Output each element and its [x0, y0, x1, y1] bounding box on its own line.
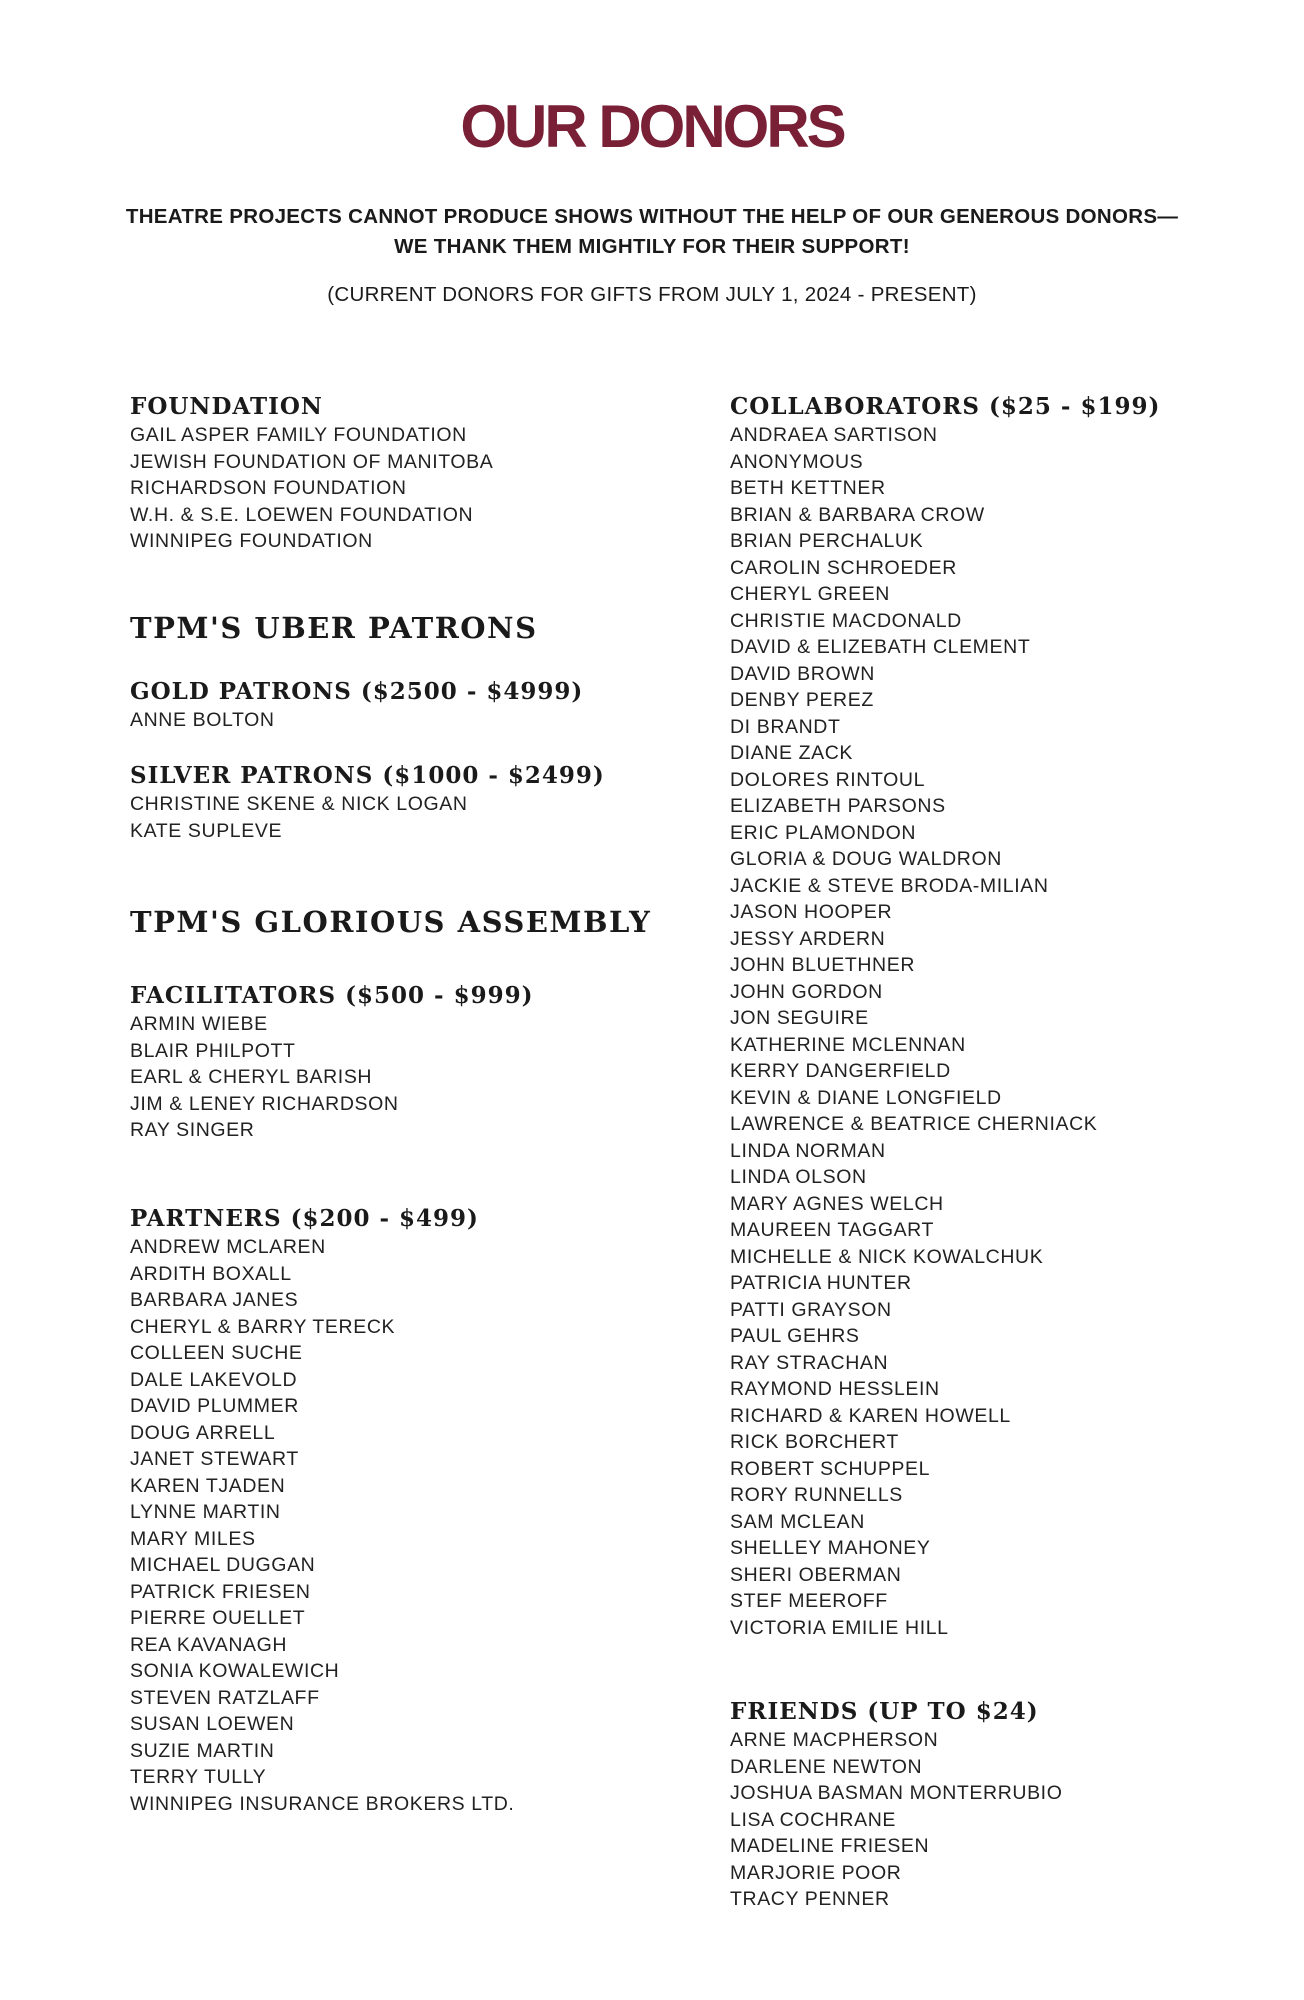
- donor-name: BRIAN PERCHALUK: [730, 530, 924, 552]
- page-title: OUR DONORS: [460, 93, 844, 160]
- donor-name: BRIAN & BARBARA CROW: [730, 503, 985, 526]
- donor-name: ERIC PLAMONDON: [730, 821, 917, 844]
- donor-name: PAUL GEHRS: [730, 1325, 860, 1347]
- donor-name: LYNNE MARTIN: [130, 1501, 281, 1523]
- donor-name: ANDREW MCLAREN: [130, 1236, 326, 1258]
- donor-name: MARY AGNES WELCH: [730, 1192, 944, 1215]
- donor-name: ANONYMOUS: [730, 450, 864, 473]
- donor-name: LINDA OLSON: [730, 1166, 867, 1188]
- donor-name: DENBY PEREZ: [730, 689, 874, 711]
- donor-name: MARY MILES: [130, 1527, 256, 1550]
- donor-name: ARDITH BOXALL: [130, 1262, 292, 1285]
- facilitators-section: [130, 981, 534, 1144]
- donor-name: GLORIA & DOUG WALDRON: [730, 848, 1002, 870]
- donor-name: SUZIE MARTIN: [130, 1739, 275, 1762]
- donor-name: STEVEN RATZLAFF: [130, 1686, 320, 1709]
- foundation-heading: FOUNDATION: [130, 393, 323, 420]
- donor-name: PATRICIA HUNTER: [730, 1272, 912, 1294]
- donor-name: PATRICK FRIESEN: [130, 1580, 311, 1603]
- donor-name: MARJORIE POOR: [730, 1861, 902, 1884]
- donor-name: JASON HOOPER: [730, 901, 893, 923]
- donor-name: ELIZABETH PARSONS: [730, 795, 946, 817]
- donor-name: DAVID BROWN: [730, 662, 875, 685]
- collaborators-list: [730, 422, 1160, 1641]
- donor-name: MICHELLE & NICK KOWALCHUK: [730, 1245, 1044, 1268]
- donor-name: CHRISTIE MACDONALD: [730, 609, 962, 632]
- donor-name: SAM MCLEAN: [730, 1510, 865, 1533]
- donor-name: BARBARA JANES: [130, 1289, 299, 1311]
- donor-name: MAUREEN TAGGART: [730, 1219, 935, 1241]
- friends-heading: FRIENDS (UP TO $24): [730, 1698, 1039, 1725]
- donor-name: CHERYL GREEN: [730, 583, 890, 605]
- donor-name: JACKIE & STEVE BRODA-MILIAN: [730, 874, 1049, 897]
- donor-name: BLAIR PHILPOTT: [130, 1039, 296, 1062]
- donor-name: RAY STRACHAN: [730, 1351, 889, 1374]
- gold-patrons-list: [130, 707, 583, 734]
- donor-name: JIM & LENEY RICHARDSON: [130, 1092, 399, 1115]
- donor-name: SHERI OBERMAN: [730, 1563, 902, 1586]
- foundation-section: [130, 392, 493, 555]
- silver-patrons-heading: SILVER PATRONS ($1000 - $2499): [130, 762, 605, 789]
- donor-name: DI BRANDT: [730, 715, 841, 738]
- donor-name: RICHARDSON FOUNDATION: [130, 477, 407, 499]
- donor-name: KERRY DANGERFIELD: [730, 1060, 951, 1082]
- donor-name: GAIL ASPER FAMILY FOUNDATION: [130, 424, 467, 446]
- donor-name: MADELINE FRIESEN: [730, 1835, 930, 1857]
- donor-name: ROBERT SCHUPPEL: [730, 1457, 931, 1480]
- donor-name: RAYMOND HESSLEIN: [730, 1378, 940, 1400]
- donor-name: MICHAEL DUGGAN: [130, 1554, 316, 1576]
- donor-name: LINDA NORMAN: [730, 1139, 886, 1162]
- intro-text: THEATRE PROJECTS CANNOT PRODUCE SHOWS WITHOUT THE HELP OF OUR GENEROUS DONORS—WE THANK THEM MIGHTILY FOR THEIR SUPPORT!: [125, 205, 1179, 258]
- donor-name: JOSHUA BASMAN MONTERRUBIO: [730, 1782, 1063, 1804]
- donor-name: DAVID PLUMMER: [130, 1395, 299, 1417]
- donor-name: DOUG ARRELL: [130, 1421, 276, 1444]
- donor-name: PIERRE OUELLET: [130, 1607, 306, 1629]
- glorious-assembly-heading: TPM'S GLORIOUS ASSEMBLY: [130, 905, 652, 939]
- foundation-list: [130, 422, 493, 555]
- donor-name: RORY RUNNELLS: [730, 1484, 903, 1506]
- donor-name: JESSY ARDERN: [730, 927, 886, 950]
- donor-name: WINNIPEG INSURANCE BROKERS LTD.: [130, 1792, 515, 1815]
- donor-name: KEVIN & DIANE LONGFIELD: [730, 1086, 1002, 1109]
- donor-name: SHELLEY MAHONEY: [730, 1537, 931, 1559]
- donor-name: LISA COCHRANE: [730, 1808, 897, 1831]
- gold-patrons-section: [130, 677, 583, 734]
- donor-name: RAY SINGER: [130, 1119, 255, 1141]
- donor-name: DIANE ZACK: [730, 742, 854, 764]
- donor-name: JEWISH FOUNDATION OF MANITOBA: [130, 450, 494, 473]
- donor-name: TERRY TULLY: [130, 1766, 267, 1788]
- facilitators-list: [130, 1011, 534, 1144]
- donor-name: RICK BORCHERT: [730, 1431, 899, 1453]
- donor-name: ANNE BOLTON: [130, 709, 275, 731]
- donor-name: W.H. & S.E. LOEWEN FOUNDATION: [130, 503, 474, 526]
- donor-name: DALE LAKEVOLD: [130, 1368, 298, 1391]
- facilitators-heading: FACILITATORS ($500 - $999): [130, 982, 534, 1009]
- donor-name: WINNIPEG FOUNDATION: [130, 530, 373, 552]
- donor-name: CAROLIN SCHROEDER: [730, 556, 957, 579]
- donor-name: EARL & CHERYL BARISH: [130, 1066, 373, 1088]
- donor-name: VICTORIA EMILIE HILL: [730, 1616, 949, 1639]
- donor-name: DAVID & ELIZEBATH CLEMENT: [730, 636, 1031, 658]
- silver-patrons-list: [130, 791, 605, 844]
- donor-name: CHERYL & BARRY TERECK: [130, 1315, 396, 1338]
- donor-name: BETH KETTNER: [730, 477, 886, 499]
- donor-name: SUSAN LOEWEN: [130, 1713, 295, 1735]
- donor-name: REA KAVANAGH: [130, 1633, 288, 1656]
- date-range-note: (CURRENT DONORS FOR GIFTS FROM JULY 1, 2024 - PRESENT): [327, 283, 977, 306]
- donor-name: TRACY PENNER: [730, 1888, 890, 1910]
- donor-name: ARMIN WIEBE: [130, 1013, 268, 1035]
- donor-name: JON SEGUIRE: [730, 1007, 869, 1029]
- collaborators-heading: COLLABORATORS ($25 - $199): [730, 393, 1161, 420]
- donor-name: KATHERINE MCLENNAN: [730, 1033, 966, 1056]
- partners-heading: PARTNERS ($200 - $499): [130, 1205, 479, 1232]
- uber-patrons-heading: TPM'S UBER PATRONS: [130, 611, 538, 645]
- donor-name: JANET STEWART: [130, 1448, 299, 1470]
- donor-name: KAREN TJADEN: [130, 1474, 286, 1497]
- donor-name: RICHARD & KAREN HOWELL: [730, 1404, 1011, 1427]
- partners-list: [130, 1234, 514, 1817]
- donor-name: CHRISTINE SKENE & NICK LOGAN: [130, 793, 468, 815]
- friends-section: [730, 1697, 1062, 1913]
- donor-name: ANDRAEA SARTISON: [730, 424, 938, 446]
- donor-name: KATE SUPLEVE: [130, 819, 283, 842]
- donor-name: JOHN GORDON: [730, 980, 883, 1003]
- donor-name: LAWRENCE & BEATRICE CHERNIACK: [730, 1113, 1098, 1135]
- silver-patrons-section: [130, 761, 605, 844]
- donor-name: DARLENE NEWTON: [730, 1755, 923, 1778]
- donor-name: SONIA KOWALEWICH: [130, 1660, 340, 1682]
- collaborators-section: [730, 392, 1160, 1641]
- donor-name: STEF MEEROFF: [730, 1590, 888, 1612]
- partners-section: [130, 1204, 514, 1817]
- donor-name: JOHN BLUETHNER: [730, 954, 916, 976]
- donor-name: PATTI GRAYSON: [730, 1298, 892, 1321]
- donor-name: DOLORES RINTOUL: [730, 768, 926, 791]
- donor-name: ARNE MACPHERSON: [730, 1729, 939, 1751]
- gold-patrons-heading: GOLD PATRONS ($2500 - $4999): [130, 678, 584, 705]
- friends-list: [730, 1727, 1062, 1913]
- donor-name: COLLEEN SUCHE: [130, 1342, 303, 1364]
